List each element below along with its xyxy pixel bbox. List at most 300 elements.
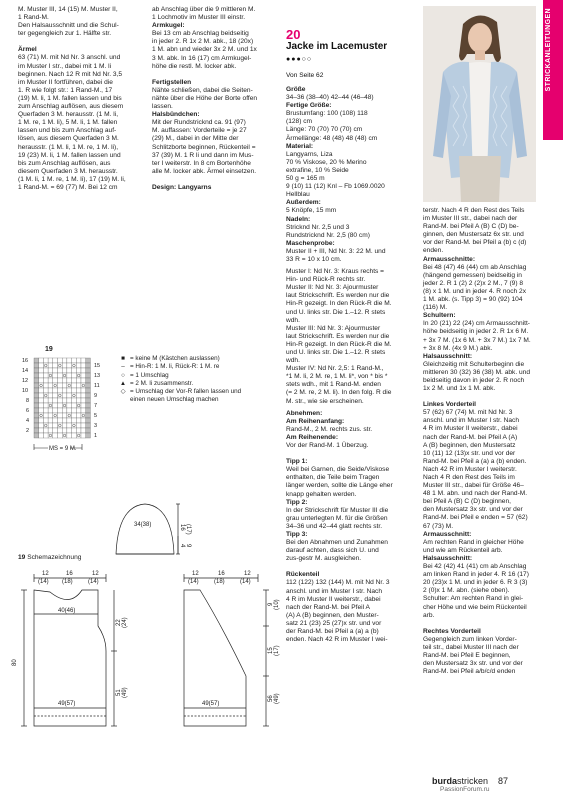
text-line: (128) cm [286,118,313,126]
chart-cell [48,403,53,408]
chart-cell [39,423,44,428]
row-number: 2 [26,428,30,434]
text-line: enden. [423,247,444,255]
text-line: darauf achten, dass sich U. und [286,547,379,555]
text-line: wdh. [286,357,300,365]
section-heading-aermel: Ärmel [18,46,37,54]
chart-cell [76,433,81,438]
text-line: im Muster II fortführen, dabei die [18,78,113,86]
text-line: den Mustersatz 3x str. und vor der [423,660,523,668]
pattern-title: Jacke im Lacemuster [286,41,388,52]
text-line: ginnen, den Mustersatz 6x str. und [423,231,524,239]
dim-back-length: 80 [12,659,18,666]
chart-cell [39,433,44,438]
chart-cell [81,393,86,398]
dim-sleeve-h1: 16 [179,524,185,531]
subheading-halsausschnitt-vt: Halsausschnitt: [423,554,473,562]
heading-fertige-groesse: Fertige Größe: [286,102,332,110]
chart-cell [53,418,58,423]
dim-back-armhole: 22 [116,619,122,626]
chart-cell [53,428,58,433]
dim-hat-width: 34(38) [134,522,152,528]
chart-cell [48,368,53,373]
chart-cell [39,368,44,373]
chart-cell [81,413,86,418]
chart-cell [62,388,67,393]
chart-cell [72,413,77,418]
repeat-label: MS = 9 M. [49,446,77,452]
text-line: Ärmellänge: 48 (48) 48 (48) cm [286,134,378,142]
chart-cell [48,408,53,413]
row-number: 16 [22,358,29,364]
chart-cell [67,368,72,373]
chart-cell [48,358,53,363]
chart-cell [62,428,67,433]
text-line: teil str., dabei Muster III nach der [423,643,519,651]
column-4 [423,207,536,676]
subheading-armkugel: Armkugel: [152,22,185,30]
chart-cell [86,393,91,398]
text-line: Nach 4 R den Rest des Teils im [423,474,515,481]
chart-cell [67,423,72,428]
text-line: Rand-M. bei Pfeil e enden = 57 (62) [423,514,528,522]
text-line: Muster III str., dabei für Größe 46– [423,482,524,490]
text-line: höhe die restl. M. locker abk. [152,62,237,70]
text-line: 33 R = 10 x 10 cm. [286,255,342,263]
text-line: grau unterlegten M. für die Größen [286,514,388,522]
dim-back-bottom: 49(57) [58,701,76,707]
text-line: lassen. [152,103,173,111]
chart-cell [58,383,63,388]
text-line: (19) M. li, 1 M. fallen lassen und bis [18,94,122,102]
chart-cell [53,423,58,428]
text-line: und U. links str. Die 1.–12. R stets [286,308,386,316]
text-line: laut Strickschrift. Es werden nur die [286,332,390,340]
chart-cell [76,383,81,388]
text-line: (A) A (B) beginnen, den Muster- [286,611,379,619]
text-line: anschl. und im Muster I str. Nach [423,417,520,425]
dim-front-r3: (49) [274,693,280,704]
text-line: Rand-M. bei Pfeil E beginnen, [423,651,511,659]
chart-cell [67,398,72,403]
text-line: Stricknd Nr. 2,5 und 3 [286,223,350,231]
text-line: der Rand-M. bei Pfeil a (a) a (b) [286,628,379,635]
text-line: 1 Lochmotiv im Muster III einstr. [152,14,246,22]
text-line: 3 M. abk. In 16 (17) cm Armkugel- [152,54,252,62]
chart-cell [34,363,39,368]
dim-back-top: (14) [88,579,99,585]
dim-back-mid: 40(46) [58,608,76,614]
text-line: 63 (71) M. mit Nd Nr. 3 anschl. und [18,54,121,62]
chart-cell [86,398,91,403]
text-line: Muster IV: Nd Nr. 2,5: 1 Rand-M., [286,365,384,373]
row-number: 9 [94,393,98,399]
chart-cell [76,423,81,428]
chart-cell [58,418,63,423]
text-line: vor der Rand-M. bei Pfeil a (b) c (d) [423,239,527,247]
chart-cell [53,383,58,388]
row-number: 13 [94,373,101,379]
text-line: 1 M. abn und wieder 3x 2 M. und 1x [152,46,257,54]
chart-cell [81,433,86,438]
chart-cell [67,408,72,413]
chart-cell [39,408,44,413]
text-line: 9 (10) 11 (12) Knl – Fb 1069.0020 [286,183,385,191]
chart-cell [43,393,48,398]
chart-cell [76,408,81,413]
chart-cell [76,428,81,433]
text-line: Gleichzeitig mit Schulterbeginn die [423,360,525,368]
chart-cell [62,368,67,373]
text-line: arb. [423,611,435,619]
text-line: Muster III: Nd Nr. 3: Ajourmuster [286,324,381,332]
chart-cell [58,413,63,418]
row-number: 5 [94,413,98,419]
text-line: bei Pfeil A (B) C (D) beginnen, [423,498,511,506]
text-line: beginnen. Nach 12 R mit Nd Nr. 3,5 [18,70,123,78]
text-line: (116) M. [423,304,448,312]
chart-cell [58,428,63,433]
stitch-chart [18,354,114,454]
text-line: M. str., wie sie erscheinen. [286,397,364,405]
text-line: 37 (39) M. 1 R li und dann im Mus- [152,151,254,159]
text-line: A (B) beginnen, den Mustersatz [423,441,516,449]
chart-cell [48,373,53,378]
subheading-armausschnitt: Armausschnitt: [423,530,472,538]
dim-front-top: (18) [214,579,225,585]
chart-cell [48,423,53,428]
section-tab [543,0,563,140]
chart-cell [43,378,48,383]
chart-cell [67,433,72,438]
dim-front-top: (14) [188,579,199,585]
chart-cell [62,403,67,408]
chart-cell [39,428,44,433]
dim-back-top: 16 [66,571,73,577]
text-line: Rand-M., 2 M. rechts zus. str. [286,425,373,433]
chart-cell [67,378,72,383]
chart-cell [76,418,81,423]
legend-item: – = Hin-R: 1 M. li, Rück-R: 1 M. re [121,363,220,371]
chart-cell [76,393,81,398]
text-line: alle M. locker abk. Ärmel einsetzen. [152,167,257,175]
chart-cell [43,398,48,403]
dim-front-top: 12 [192,571,199,577]
text-line: Bei den Abnahmen und Zunahmen [286,539,388,547]
text-line: ter I weiterstr. In 8 cm Bortenhöhe [152,159,251,167]
heading-rueckenteil: Rückenteil [286,571,320,579]
chart-cell [43,368,48,373]
text-line: 34–36 (38–40) 42–44 (46–48) [286,94,374,102]
row-number: 8 [26,398,30,404]
text-line: 1 Rand-M. [18,14,49,22]
chart-cell [62,383,67,388]
chart-cell [43,363,48,368]
chart-cell [43,383,48,388]
chart-cell [34,393,39,398]
text-line: (29) M., dabei in der Mitte der [152,135,239,143]
chart-cell [76,373,81,378]
chart-cell [48,428,53,433]
chart-cell [72,393,77,398]
text-line: 34–36 und 42–44 glatt rechts str. [286,522,383,530]
text-line: M. auffassen: Vorderteile = je 27 [152,127,247,135]
chart-cell [81,428,86,433]
chart-cell [67,413,72,418]
row-number: 6 [26,408,30,414]
model-photo [423,6,536,202]
text-line: 2 (0)x 1 M. abn. (siehe oben). [423,587,510,595]
chart-cell [67,383,72,388]
column-3 [286,86,410,644]
text-line: Nach 42 R im Muster I weiterstr. [423,465,517,473]
text-line: Muster II + III, Nd Nr. 3: 22 M. und [286,247,386,255]
dim-front-top: 12 [244,571,251,577]
page-footer [432,776,508,786]
heading-maschenprobe: Maschenprobe: [286,239,335,247]
text-line: Nähte schließen, dabei die Seiten- [152,86,253,94]
chart-cell [34,368,39,373]
text-line: nach der Rand-M. bei Pfeil A [286,603,370,611]
text-line: Muster II: Nd Nr. 3: Ajourmuster [286,284,379,292]
chart-cell [48,363,53,368]
text-line: Rand-M. bei Pfeil A (B) C (D) be- [423,223,519,231]
subheading-reihenanfang: Am Reihenanfang: [286,417,345,425]
chart-cell [67,393,72,398]
heading-groesse: Größe [286,86,306,93]
dim-front-bottom: 49(57) [202,701,220,707]
text-line: 48 1 M. abn. und nach der Rand-M. [423,490,528,498]
dim-back-body: (49) [122,687,128,698]
text-line: stets wdh., mit 1 Rand-M. enden [286,381,381,389]
text-line: den Mustersatz 3x str. und vor der [423,506,523,514]
heading-linkes-vorderteil: Linkes Vorderteil [423,401,477,409]
chart-cell [76,358,81,363]
legend-item: ◇ = Umschlag der Vor-R fallen lassen und [120,388,242,396]
chart-cell [67,373,72,378]
row-number: 10 [22,388,29,394]
legend-item: ▲ = 2 M. li zusammenstr. [119,379,194,387]
dim-back-body: 51 [116,689,122,696]
chart-cell [34,398,39,403]
heading-rechtes-vorderteil: Rechtes Vorderteil [423,627,481,635]
chart-cell [43,403,48,408]
text-line: beidseitig davon in jeder 2. R noch [423,376,525,384]
text-line: cher Höhe und wie beim Rückenteil [423,603,527,611]
chart-cell [48,398,53,403]
chart-cell [34,373,39,378]
text-line: Muster I: Nd Nr. 3: Kraus rechts = [286,268,385,276]
text-line: im Muster I str., dabei mit 1 M. li [18,62,112,70]
chart-cell [62,393,67,398]
chart-cell [62,363,67,368]
text-line: Vor der Rand-M. 1 Überzug. [286,442,369,450]
chart-cell [72,358,77,363]
brand-bold: burda [432,776,458,786]
text-line: In 20 (21) 22 (24) cm Armausschnitt- [423,320,531,328]
chart-cell [39,388,44,393]
chart-cell [53,358,58,363]
section-heading-fertigstellen: Fertigstellen [152,78,192,86]
chart-cell [81,423,86,428]
text-line: 1x 2 M. und 1x 1 M. abk. [423,385,496,393]
text-line: höhe beidseitig in jeder 2. R 1x 6 M. [423,328,529,336]
text-line: 57 (62) 67 (74) M. mit Nd Nr. 3 [423,409,513,417]
text-line: Rundstricknd Nr. 2,5 (80 cm) [286,231,370,239]
chart-cell [34,388,39,393]
chart-cell [76,368,81,373]
chart-cell [72,433,77,438]
text-line: 4 R im Muster II weiterstr., dabei [423,425,518,433]
chart-cell [53,363,58,368]
dim-back-top: (14) [38,579,49,585]
chart-cell [43,433,48,438]
dim-sleeve-h1b: (17) [185,524,191,535]
chart-cell [53,373,58,378]
text-line: länger werden, sollte die Länge eher [286,482,393,490]
text-line: Brustumfang: 100 (108) 118 [286,110,368,118]
text-line: Hellblau [286,191,310,199]
chart-cell [58,358,63,363]
text-line: Bei 42 (42) 41 (41) cm ab Anschlag [423,563,527,571]
chart-cell [86,413,91,418]
text-line: M. Muster III, 14 (15) M. Muster II, [18,6,118,13]
column-2 [152,6,282,192]
chart-cell [72,368,77,373]
chart-cell [53,408,58,413]
dim-back-armhole: (24) [122,617,128,628]
text-line: diesem Querfaden 3 M. herausstr. [18,167,118,175]
text-line: Rand-M. bei Pfeil a (a) a (b) enden. [423,457,527,465]
chart-cell [67,418,72,423]
text-line: + 3x 8 M. (4x 9 M.) abk. [423,344,493,352]
text-line: (1 M. li, 1 M. re, 1 M. li), 17 (19) M. li, [18,175,126,183]
chart-cell [39,403,44,408]
chart-cell [48,388,53,393]
text-line: mittleren 30 (32) 36 (38) M. abk. und [423,368,531,376]
chart-cell [67,363,72,368]
text-line: nach der Rand-M. bei Pfeil A (A) [423,433,518,441]
chart-cell [62,423,67,428]
dim-front-top: (14) [240,579,251,585]
chart-cell [86,383,91,388]
text-line: 5 Knöpfe, 15 mm [286,207,337,215]
pattern-number: 20 [286,27,301,42]
dim-front-r1: 9 [268,602,274,606]
text-line: 19 (23) M. li, 1 M. fallen lassen und [18,151,121,159]
text-line: nähte über die Höhe der Borte offen [152,94,258,102]
text-line: Bei 48 (47) 46 (44) cm ab Anschlag [423,263,527,271]
text-line: enthalten, die Teile beim Tragen [286,474,380,482]
chart-cell [72,418,77,423]
dim-sleeve-h2b: 9 [185,544,191,548]
text-line: Am rechten Rand in gleicher Höhe [423,538,524,546]
chart-cell [72,383,77,388]
text-line: laut Strickschrift. Es werden nur die [286,292,390,300]
heading-abnehmen: Abnehmen: [286,409,323,417]
chart-cell [58,408,63,413]
chart-cell [81,403,86,408]
chart-cell [58,368,63,373]
chart-cell [81,388,86,393]
chart-cell [43,388,48,393]
row-number: 15 [94,363,101,369]
text-line: bis zum Anschlag auflösen, aus [18,159,111,167]
chart-number: 19 [45,346,53,353]
chart-cell [62,373,67,378]
section-tab-label: STRICKANLEITUNGEN [545,8,552,92]
heading-tipp-3: Tipp 3: [286,530,308,538]
text-line: 1. R wie folgt str.: 1 Rand-M., 17 [18,86,113,94]
text-line: + 3x 7 M. (1x 6 M. + 3x 7 M.) 1x 7 M. [423,336,531,344]
chart-cell [43,423,48,428]
text-line: im Muster III str., dabei nach der [423,215,518,223]
chart-cell [86,423,91,428]
chart-cell [43,358,48,363]
row-number: 11 [94,383,100,389]
subheading-reihenende: Am Reihenende: [286,433,339,441]
chart-cell [53,413,58,418]
chart-cell [53,398,58,403]
chart-cell [39,413,44,418]
photo-page-ref: Von Seite 62 [286,72,324,79]
chart-cell [53,433,58,438]
subheading-halsbuendchen: Halsbündchen: [152,111,200,119]
text-line: am linken Rand in jeder 4. R 16 (17) [423,571,529,579]
text-line: (hängend gemessen) beidseitig in [423,271,522,279]
chart-cell [34,433,39,438]
text-line: und wie am Rückenteil arb. [423,546,503,554]
chart-cell [48,433,53,438]
chart-cell [81,398,86,403]
chart-cell [58,393,63,398]
text-line: Mit der Rundstricknd ca. 91 (97) [152,119,246,127]
text-line: wdh. [286,316,300,324]
chart-cell [39,398,44,403]
row-number: 3 [94,423,98,429]
heading-ausserdem: Außerdem: [286,199,321,207]
chart-cell [81,418,86,423]
text-line: extrafine, 10 % Seide [286,166,349,174]
text-line: Bei 13 cm ab Anschlag beidseitig [152,30,249,38]
text-line: In der Strickschrift für Muster III die [286,506,389,514]
chart-cell [58,373,63,378]
chart-cell [53,388,58,393]
chart-cell [86,373,91,378]
chart-cell [81,383,86,388]
chart-cell [67,403,72,408]
chart-legend [116,355,276,405]
chart-cell [58,433,63,438]
chart-cell [43,413,48,418]
text-line: terstr. Nach 4 R den Rest des Teils [423,207,525,214]
text-line: 4 R im Muster II weiterstr., dabei [286,595,381,603]
heading-tipp-1: Tipp 1: [286,458,308,466]
text-line: in jeder 2. R 1x 2 M. abk., 18 (20x) [152,38,254,46]
text-line: herausstr. (1 M. li, 1 M. re, 1 M. li), [18,143,119,151]
text-line: 50 g = 165 m [286,175,325,183]
chart-cell [48,393,53,398]
chart-cell [86,428,91,433]
row-number: 4 [26,418,30,424]
subheading-schultern: Schultern: [423,312,456,320]
text-line: anschl. und im Muster I str. Nach [286,587,383,595]
text-line: 1 Rand-M. = 69 (77) M. Bei 12 cm [18,183,118,191]
chart-cell [48,418,53,423]
chart-cell [76,413,81,418]
row-number: 12 [22,378,29,384]
chart-cell [58,403,63,408]
